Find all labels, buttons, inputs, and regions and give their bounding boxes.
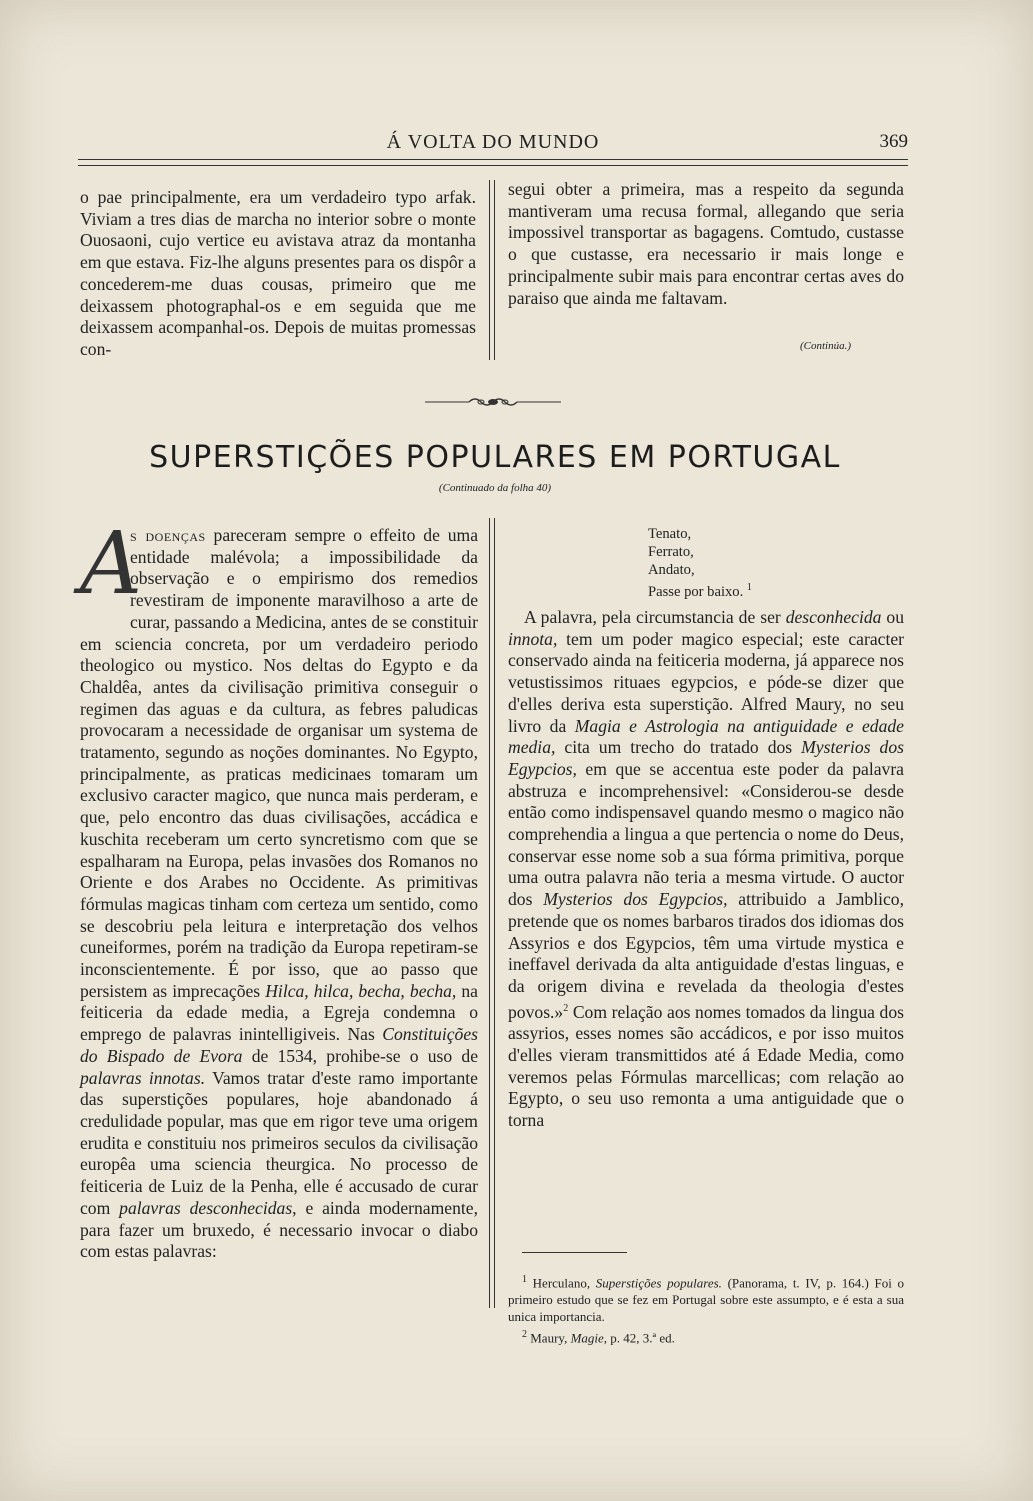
text-run: attribuido a Jamblico, pretende que os nomes barbaros tirados dos idiomas dos Assyrios e dos Egypcios, têm uma virtude mystica e ineffavel derivada da alta antiguidade d'estas linguas, e da origem divina e revelada da theologia d'estes povos.»	[508, 889, 904, 1022]
article-column-left	[80, 514, 479, 1263]
text-run: ou	[881, 607, 904, 627]
verse-text: Passe por baixo.	[648, 584, 744, 601]
text-run: em que se accentua este poder da palavra abstruza e incomprehensivel: «Considerou-se desde então como indispensavel quando mesmo o magico não comprehendia a lingua a que pertencia o nome do Deus, conservar esse nome sob a sua fórma primitiva, porque uma outra palavra não teria a mesma virtude. O auctor dos	[508, 758, 904, 910]
text-run: e ainda modernamente, para fazer um bruxedo, é necessario invocar o diabo com estas palavras:	[80, 1197, 478, 1262]
verse-line: Andato,	[648, 561, 695, 578]
article-column-right	[508, 607, 904, 1132]
footnotes	[508, 1272, 904, 1349]
drop-cap: A	[80, 514, 143, 614]
previous-article-column-left	[80, 187, 476, 361]
text-run: Com relação aos nomes tomados da lingua dos assyrios, esses nomes são accádicos, e por isso muitos d'elles vieram transmittidos até á Edade Media, como veremos pelas Fórmulas marcellicas; com relação ao Egypto, o seu uso remonta a uma antiguidade que o torna	[508, 1001, 904, 1131]
previous-article-column-right	[508, 179, 904, 309]
footnote-number: 2	[522, 1329, 527, 1341]
text-run: de 1534, prohibe-se o uso de	[242, 1045, 479, 1066]
text-run: pareceram sempre o effeito de uma entidade malévola; a impossibilidade da observação e o empirismo dos remedios revestiram de imponente maravilhoso a arte de curar, passando a Medicina, antes de se constituir em sciencia concreta, por um verdadeiro periodo theologico ou mystico. Nos deltas do Egypto e da Chaldêa, antes da civilisação primitiva conseguir o regimen das aguas e da cultura, as febres paludicas provocaram a necessidade de organisar um systema de tratamento, segundo as noções dominantes. No Egypto, principalmente, as praticas medicinaes tomaram um exclusivo caracter magico, que nunca mais perderam, e que, pelo encontro das duas civilisações, accádica e kuschita receberam um certo syncretismo com que se espalharam na Europa, pelas invasões dos Romanos no Oriente e dos Arabes no Occidente. As primitivas fórmulas magicas tinham com certeza um sentido, como se descobriu pela leitura e interpretação dos velhos cuneiformes, porém na tradição da Europa repetiram-se inconscientemente. É por isso, que ao passo que persistem as imprecações	[80, 525, 478, 1001]
continued-note: (Continúa.)	[800, 340, 852, 352]
text-run: Maury,	[527, 1330, 571, 1346]
lead-smallcaps: s doenças	[130, 525, 206, 545]
text-run: Vamos tratar d'este ramo importante das superstições populares, hoje abandonado á credulidade popular, mas que em rigor teve uma origem erudita e constituiu nos primeiros seculos da civilisação europêa uma sciencia theurgica. No processo de feiticeria de Luiz de la Penha, elle é accusado de curar com	[80, 1067, 478, 1218]
paragraph: segui obter a primeira, mas a respeito da segunda mantiveram uma recusa formal, allegando que seria impossivel transportar as bagagens. Comtudo, custasse o que custasse, era necessario ir mais longe e principalmente subir mais para encontrar certas aves do paraiso que ainda me faltavam.	[508, 179, 904, 308]
footnote-mark: 1	[746, 582, 752, 594]
italic-run: innota,	[508, 628, 558, 649]
page-number: 369	[879, 131, 908, 152]
text-run: cita um trecho do tratado dos	[555, 737, 802, 758]
italic-run: Superstições populares.	[595, 1275, 722, 1291]
footnote	[508, 1272, 904, 1325]
text-run: (Panorama, t. IV, p. 164.) Foi o primeiro estudo que se fez em Portugal sobre este assumpto, e é esta a sua unica importancia.	[508, 1275, 905, 1324]
ornament-divider-icon	[425, 394, 561, 410]
column-divider	[489, 180, 495, 360]
text-run: tem um poder magico especial; este caracter conservado ainda na feiticeria moderna, já apparece nos vetustissimos rituaes egypcios, e póde-se dizer que d'elles deriva esta superstição. Alfred Maury, no seu livro da	[508, 628, 904, 736]
italic-run: Mysterios dos Egypcios,	[543, 889, 728, 910]
paragraph	[508, 607, 904, 1132]
running-header	[78, 131, 908, 155]
italic-run: Magie,	[570, 1330, 608, 1346]
footnote-rule	[522, 1252, 627, 1253]
italic-run: palavras desconhecidas,	[119, 1197, 297, 1218]
continued-from-note: (Continuado da folha 40)	[438, 482, 552, 494]
italic-run: Constituições do Bispado de Evora	[80, 1024, 478, 1066]
verse-line	[648, 579, 868, 602]
footnote-mark: 2	[563, 1002, 569, 1014]
article-title: SUPERSTIÇÕES POPULARES EM PORTUGAL	[149, 440, 841, 475]
italic-run: Magia e Astrologia na antiguidade e edade media,	[508, 715, 904, 758]
text-run: na feiticeria da edade media, a Egreja condemna o emprego de palavras inintelligiveis. Nas	[80, 980, 478, 1045]
text-run: p. 42, 3.ª ed.	[607, 1330, 675, 1346]
paragraph: o pae principalmente, era um verdadeiro typo arfak. Viviam a tres dias de marcha no interior sobre o monte Ouosaoni, cujo vertice eu avistava atraz da montanha em que estava. Fiz-lhe alguns presentes para os dispôr a concederem-me duas cousas, primeiro que me deixassem photographal-os e em seguida que me deixassem acompanhal-os. Depois de muitas promessas con-	[80, 187, 476, 359]
italic-run: Hilca, hilca, becha, becha,	[265, 980, 457, 1001]
italic-run: desconhecida	[785, 607, 882, 627]
text-run: Herculano,	[527, 1275, 596, 1291]
column-divider	[489, 518, 495, 1308]
italic-run: Mysterios dos Egypcios,	[508, 737, 904, 779]
paragraph	[80, 514, 479, 1263]
verse-line: Tenato,	[648, 526, 692, 542]
footnote	[508, 1327, 904, 1347]
footnote-number: 1	[522, 1274, 527, 1285]
text-run: A palavra, pela circumstancia de ser	[524, 607, 786, 627]
italic-run: palavras innotas.	[80, 1067, 206, 1088]
incantation-verse	[648, 526, 868, 602]
verse-line: Ferrato,	[648, 543, 694, 560]
journal-title: Á VOLTA DO MUNDO	[386, 131, 600, 153]
header-double-rule	[78, 159, 908, 166]
